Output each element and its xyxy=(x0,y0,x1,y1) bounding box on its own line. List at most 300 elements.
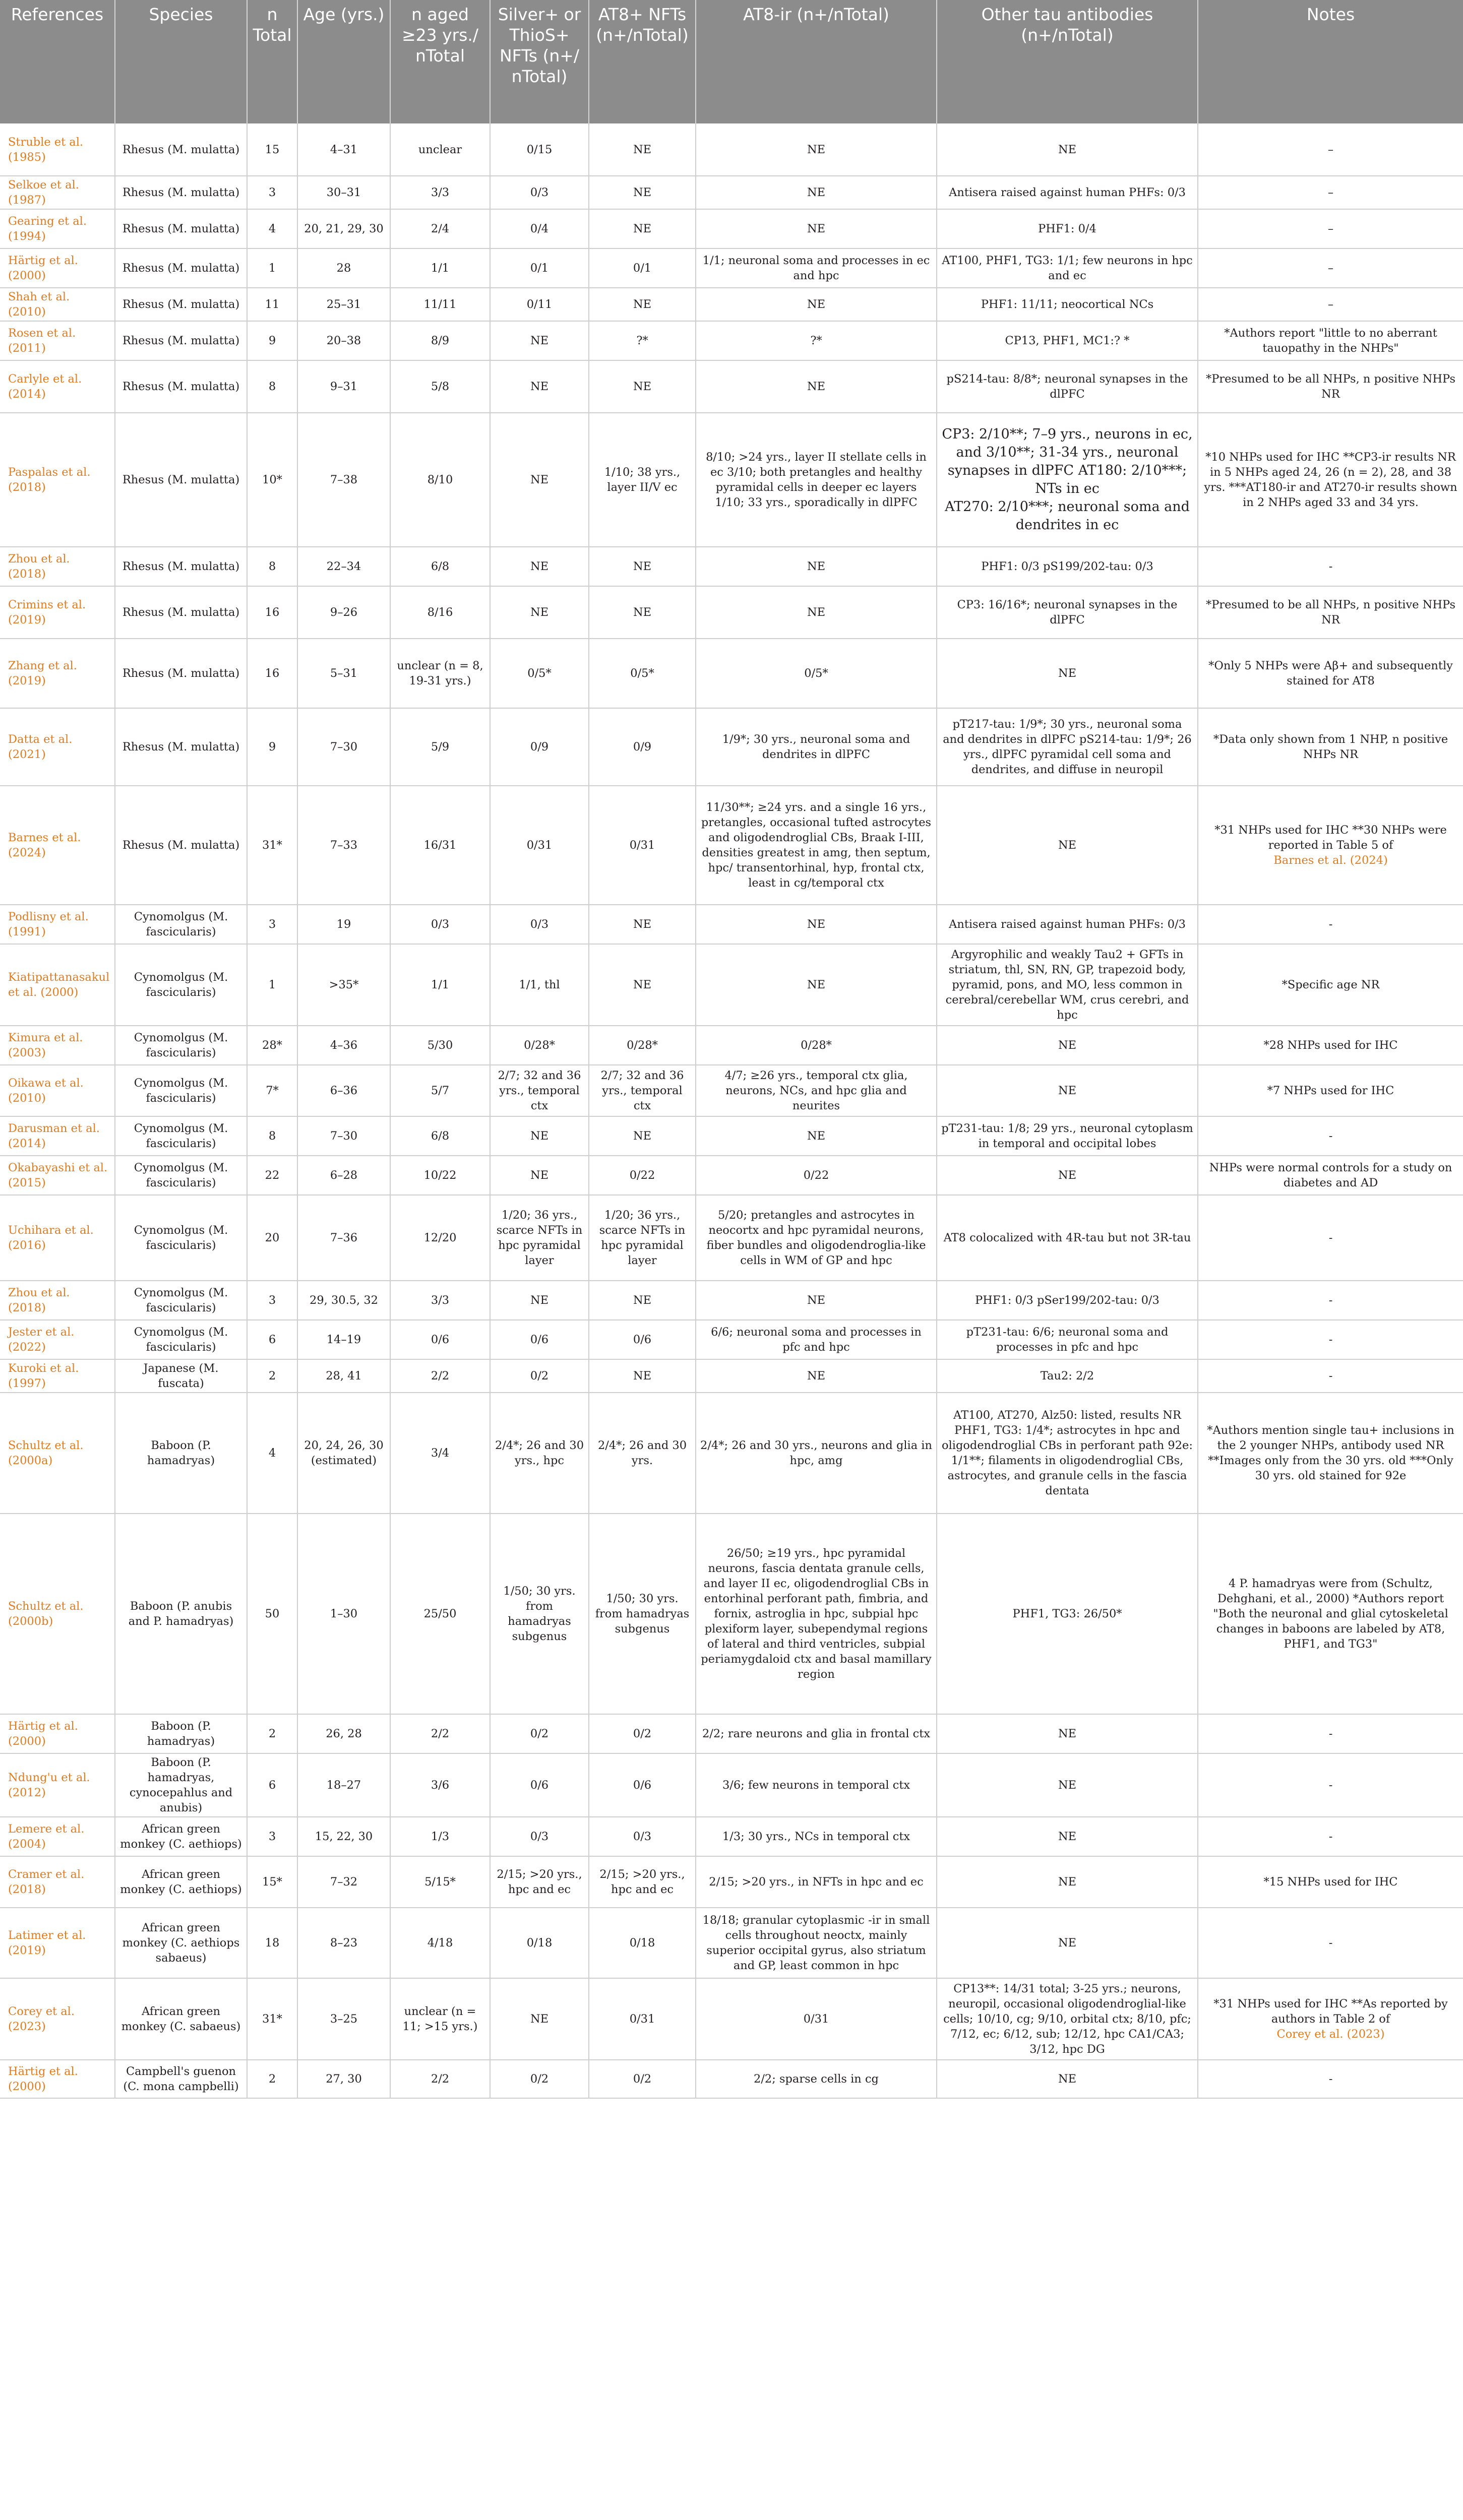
notes-citation-link[interactable]: Barnes et al. (2024) xyxy=(1273,854,1388,867)
cell-n-total xyxy=(247,288,297,321)
cell-notes-text: – xyxy=(1327,186,1334,199)
cell-species xyxy=(115,1817,247,1856)
cell-n-aged-text: 1/3 xyxy=(431,1830,450,1843)
cell-at8-nfts xyxy=(589,176,696,209)
cell-at8-ir xyxy=(696,1714,937,1753)
cell-at8-ir-text: NE xyxy=(807,186,826,199)
cell-notes xyxy=(1198,905,1463,944)
cell-notes xyxy=(1198,944,1463,1026)
cell-n-total-text: 18 xyxy=(265,1936,280,1949)
cell-at8-ir-text: NE xyxy=(807,560,826,573)
cell-reference[interactable] xyxy=(0,1714,115,1753)
cell-n-total-text: 1 xyxy=(268,262,276,275)
cell-silver xyxy=(490,176,589,209)
cell-notes xyxy=(1198,413,1463,547)
cell-notes-text: *Only 5 NHPs were Aβ+ and subsequently stained for AT8 xyxy=(1208,659,1453,687)
cell-species xyxy=(115,547,247,586)
cell-other-tau-text: NE xyxy=(1058,1830,1077,1843)
table-row xyxy=(0,1026,1463,1065)
cell-age xyxy=(297,1714,390,1753)
cell-species xyxy=(115,944,247,1026)
cell-age-text: 9–26 xyxy=(330,606,358,619)
cell-n-aged xyxy=(390,176,490,209)
cell-species xyxy=(115,1856,247,1908)
cell-age xyxy=(297,639,390,708)
cell-at8-ir xyxy=(696,1393,937,1514)
cell-age-text: 6–28 xyxy=(330,1169,358,1182)
col-header-references: References xyxy=(0,0,115,123)
cell-species xyxy=(115,2060,247,2098)
cell-other-tau xyxy=(937,321,1198,360)
cell-n-total-text: 31* xyxy=(262,839,282,852)
cell-other-tau xyxy=(937,288,1198,321)
cell-n-total-text: 31* xyxy=(262,2012,282,2026)
cell-species-text: Rhesus (M. mulatta) xyxy=(122,380,240,393)
cell-species-text: Cynomolgus (M. fascicularis) xyxy=(134,1031,228,1059)
cell-other-tau xyxy=(937,1856,1198,1908)
cell-at8-nfts-text: NE xyxy=(633,560,652,573)
cell-other-tau xyxy=(937,1753,1198,1817)
cell-notes-text: *Presumed to be all NHPs, n positive NHPs NR xyxy=(1205,598,1456,626)
cell-notes xyxy=(1198,176,1463,209)
cell-age-text: 8–23 xyxy=(330,1936,358,1949)
cell-notes-text: - xyxy=(1328,1231,1333,1244)
cell-silver xyxy=(490,123,589,176)
cell-reference[interactable] xyxy=(0,1065,115,1116)
cell-n-total-text: 1 xyxy=(268,978,276,991)
cell-at8-ir xyxy=(696,905,937,944)
cell-species-text: Rhesus (M. mulatta) xyxy=(122,667,240,680)
cell-species-text: Cynomolgus (M. fascicularis) xyxy=(134,1077,228,1105)
cell-silver xyxy=(490,1817,589,1856)
cell-reference[interactable] xyxy=(0,1116,115,1156)
cell-at8-nfts xyxy=(589,1714,696,1753)
cell-age xyxy=(297,288,390,321)
cell-notes xyxy=(1198,288,1463,321)
cell-reference-text: Crimins et al. (2019) xyxy=(8,598,86,626)
cell-species-text: Rhesus (M. mulatta) xyxy=(122,560,240,573)
cell-n-total xyxy=(247,905,297,944)
cell-at8-ir xyxy=(696,1856,937,1908)
cell-age-text: 28, 41 xyxy=(326,1369,362,1382)
cell-reference[interactable] xyxy=(0,1359,115,1393)
col-header-species: Species xyxy=(115,0,247,123)
cell-at8-nfts xyxy=(589,1908,696,1978)
cell-age xyxy=(297,413,390,547)
cell-n-total xyxy=(247,1065,297,1116)
cell-notes xyxy=(1198,1281,1463,1320)
cell-n-total-text: 8 xyxy=(268,1129,276,1143)
cell-silver xyxy=(490,1116,589,1156)
cell-at8-nfts xyxy=(589,1320,696,1359)
cell-n-aged xyxy=(390,708,490,786)
cell-n-total-text: 11 xyxy=(265,298,280,311)
cell-reference-text: Schultz et al. (2000a) xyxy=(8,1439,84,1467)
cell-n-aged-text: 3/6 xyxy=(431,1779,450,1792)
cell-at8-nfts xyxy=(589,1856,696,1908)
cell-reference[interactable] xyxy=(0,1281,115,1320)
cell-reference[interactable] xyxy=(0,1393,115,1514)
cell-species xyxy=(115,639,247,708)
cell-n-aged xyxy=(390,1359,490,1393)
cell-n-total xyxy=(247,1753,297,1817)
cell-n-total-text: 50 xyxy=(265,1607,280,1620)
cell-notes xyxy=(1198,360,1463,413)
cell-species-text: Rhesus (M. mulatta) xyxy=(122,222,240,235)
cell-n-aged-text: 1/1 xyxy=(431,978,450,991)
cell-n-aged xyxy=(390,123,490,176)
cell-age-text: 7–30 xyxy=(330,740,358,753)
cell-at8-ir-text: NE xyxy=(807,1129,826,1143)
cell-other-tau-text: Antisera raised against human PHFs: 0/3 xyxy=(949,186,1186,199)
cell-other-tau xyxy=(937,708,1198,786)
cell-silver xyxy=(490,1156,589,1195)
cell-reference-text: Zhou et al. (2018) xyxy=(8,552,70,581)
cell-age xyxy=(297,1320,390,1359)
cell-age xyxy=(297,1856,390,1908)
cell-other-tau xyxy=(937,1065,1198,1116)
cell-n-total-text: 2 xyxy=(268,2072,276,2086)
cell-at8-nfts xyxy=(589,321,696,360)
cell-age xyxy=(297,1908,390,1978)
cell-other-tau-text: NE xyxy=(1058,1936,1077,1949)
cell-other-tau-text: PHF1: 0/3 pS199/202-tau: 0/3 xyxy=(981,560,1153,573)
cell-n-total xyxy=(247,176,297,209)
table-row xyxy=(0,1817,1463,1856)
cell-other-tau xyxy=(937,639,1198,708)
cell-reference[interactable] xyxy=(0,248,115,288)
cell-notes-text: - xyxy=(1328,918,1333,931)
table-row xyxy=(0,1359,1463,1393)
cell-n-total-text: 8 xyxy=(268,380,276,393)
cell-species-text: Rhesus (M. mulatta) xyxy=(122,740,240,753)
cell-other-tau-text: PHF1: 11/11; neocortical NCs xyxy=(981,298,1154,311)
cell-age-text: >35* xyxy=(329,978,359,991)
cell-reference[interactable] xyxy=(0,321,115,360)
cell-at8-nfts-text: ?* xyxy=(636,334,648,347)
cell-n-aged-text: 4/18 xyxy=(427,1936,453,1949)
cell-silver-text: 1/50; 30 yrs. from hamadryas subgenus xyxy=(503,1585,576,1643)
cell-silver-text: 0/2 xyxy=(530,1727,549,1740)
cell-age xyxy=(297,1156,390,1195)
cell-reference[interactable] xyxy=(0,1908,115,1978)
cell-silver-text: 2/15; >20 yrs., hpc and ec xyxy=(497,1868,582,1896)
cell-reference-text: Datta et al. (2021) xyxy=(8,733,73,761)
cell-n-aged xyxy=(390,586,490,639)
cell-species xyxy=(115,360,247,413)
cell-other-tau xyxy=(937,360,1198,413)
cell-n-aged-text: 5/30 xyxy=(427,1039,453,1052)
cell-silver-text: NE xyxy=(530,380,549,393)
cell-notes-text: *31 NHPs used for IHC **30 NHPs were reported in Table 5 of xyxy=(1214,824,1447,852)
cell-at8-ir xyxy=(696,1320,937,1359)
cell-notes xyxy=(1198,708,1463,786)
cell-n-aged-text: 1/1 xyxy=(431,262,450,275)
cell-n-aged-text: unclear xyxy=(418,143,462,156)
cell-n-aged xyxy=(390,248,490,288)
cell-n-total xyxy=(247,1714,297,1753)
cell-notes-text: - xyxy=(1328,1936,1333,1949)
cell-reference-text: Oikawa et al. (2010) xyxy=(8,1077,84,1105)
cell-species-text: African green monkey (C. sabaeus) xyxy=(121,2005,241,2033)
cell-at8-nfts-text: 2/15; >20 yrs., hpc and ec xyxy=(599,1868,685,1896)
cell-silver-text: 0/1 xyxy=(530,262,549,275)
cell-n-total-text: 3 xyxy=(268,1830,276,1843)
cell-other-tau-text: NE xyxy=(1058,1084,1077,1097)
cell-reference[interactable] xyxy=(0,1514,115,1714)
cell-n-aged-text: 6/8 xyxy=(431,560,450,573)
cell-notes-text: - xyxy=(1328,1727,1333,1740)
cell-reference[interactable] xyxy=(0,639,115,708)
cell-n-total-text: 16 xyxy=(265,606,280,619)
cell-silver xyxy=(490,547,589,586)
cell-reference[interactable] xyxy=(0,123,115,176)
cell-age-text: 7–36 xyxy=(330,1231,358,1244)
cell-other-tau xyxy=(937,944,1198,1026)
cell-other-tau xyxy=(937,1281,1198,1320)
cell-reference[interactable] xyxy=(0,586,115,639)
cell-at8-ir-text: 2/2; rare neurons and glia in frontal ctx xyxy=(702,1727,931,1740)
table-row xyxy=(0,1195,1463,1281)
cell-species-text: Cynomolgus (M. fascicularis) xyxy=(134,971,228,999)
cell-silver-text: 0/18 xyxy=(526,1936,553,1949)
cell-age xyxy=(297,1026,390,1065)
cell-reference[interactable] xyxy=(0,2060,115,2098)
cell-silver-text: 1/1, thl xyxy=(519,978,560,991)
table-row xyxy=(0,1393,1463,1514)
cell-reference[interactable] xyxy=(0,1156,115,1195)
cell-species xyxy=(115,248,247,288)
cell-n-total-text: 6 xyxy=(268,1333,276,1346)
cell-age xyxy=(297,1978,390,2060)
cell-notes-text: - xyxy=(1328,1369,1333,1382)
cell-reference[interactable] xyxy=(0,1817,115,1856)
table-row xyxy=(0,413,1463,547)
table-row xyxy=(0,1116,1463,1156)
cell-silver xyxy=(490,786,589,905)
col-header-n-aged: n aged ≥23 yrs./ nTotal xyxy=(390,0,490,123)
cell-age-text: 9–31 xyxy=(330,380,358,393)
cell-reference[interactable] xyxy=(0,1320,115,1359)
cell-reference[interactable] xyxy=(0,413,115,547)
cell-n-total-text: 16 xyxy=(265,667,280,680)
cell-at8-nfts xyxy=(589,786,696,905)
cell-notes-text: - xyxy=(1328,1333,1333,1346)
cell-notes xyxy=(1198,1978,1463,2060)
cell-other-tau-text: AT100, PHF1, TG3: 1/1; few neurons in hpc and ec xyxy=(942,254,1193,282)
col-header-n-total: n Total xyxy=(247,0,297,123)
cell-notes-text: - xyxy=(1328,2072,1333,2086)
cell-reference[interactable] xyxy=(0,1856,115,1908)
cell-species xyxy=(115,708,247,786)
cell-other-tau-text: NE xyxy=(1058,2072,1077,2086)
cell-at8-ir-text: 0/5* xyxy=(804,667,828,680)
cell-at8-nfts-text: 0/3 xyxy=(633,1830,652,1843)
cell-age xyxy=(297,360,390,413)
cell-other-tau xyxy=(937,209,1198,248)
cell-at8-nfts-text: 0/22 xyxy=(629,1169,655,1182)
cell-at8-nfts xyxy=(589,1156,696,1195)
cell-reference[interactable] xyxy=(0,1026,115,1065)
cell-age-text: 5–31 xyxy=(330,667,358,680)
cell-age-text: 6–36 xyxy=(330,1084,358,1097)
cell-reference-text: Zhang et al. (2019) xyxy=(8,659,77,687)
cell-notes-text: *15 NHPs used for IHC xyxy=(1263,1875,1398,1888)
cell-at8-ir-text: 1/1; neuronal soma and processes in ec and hpc xyxy=(702,254,930,282)
cell-n-aged xyxy=(390,288,490,321)
cell-reference[interactable] xyxy=(0,905,115,944)
cell-silver-text: NE xyxy=(530,1169,549,1182)
cell-reference[interactable] xyxy=(0,786,115,905)
cell-reference[interactable] xyxy=(0,1753,115,1817)
cell-species-text: Baboon (P. hamadryas) xyxy=(147,1720,215,1748)
cell-reference[interactable] xyxy=(0,360,115,413)
cell-age xyxy=(297,2060,390,2098)
cell-at8-ir xyxy=(696,1514,937,1714)
cell-notes-text: *31 NHPs used for IHC **As reported by authors in Table 2 of xyxy=(1213,1997,1448,2026)
cell-at8-nfts-text: 0/28* xyxy=(627,1039,658,1052)
cell-reference[interactable] xyxy=(0,1195,115,1281)
cell-notes-text: *Specific age NR xyxy=(1282,978,1380,991)
cell-other-tau xyxy=(937,905,1198,944)
cell-at8-ir xyxy=(696,1156,937,1195)
cell-silver-text: 0/3 xyxy=(530,918,549,931)
cell-reference-text: Carlyle et al. (2014) xyxy=(8,372,82,401)
cell-at8-ir-text: 1/3; 30 yrs., NCs in temporal ctx xyxy=(722,1830,910,1843)
cell-other-tau-text: Tau2: 2/2 xyxy=(1040,1369,1094,1382)
cell-reference[interactable] xyxy=(0,176,115,209)
cell-reference-text: Cramer et al. (2018) xyxy=(8,1868,85,1896)
cell-n-total-text: 22 xyxy=(265,1169,280,1182)
cell-reference[interactable] xyxy=(0,288,115,321)
cell-age-text: 27, 30 xyxy=(326,2072,362,2086)
cell-reference-text: Ndung'u et al. (2012) xyxy=(8,1771,90,1799)
cell-species xyxy=(115,321,247,360)
cell-reference-text: Zhou et al. (2018) xyxy=(8,1286,70,1314)
cell-age xyxy=(297,321,390,360)
cell-reference[interactable] xyxy=(0,209,115,248)
cell-other-tau xyxy=(937,1393,1198,1514)
cell-reference[interactable] xyxy=(0,1978,115,2060)
cell-age-text: 3–25 xyxy=(330,2012,358,2026)
cell-silver xyxy=(490,360,589,413)
cell-n-total-text: 4 xyxy=(268,222,276,235)
cell-silver-text: NE xyxy=(530,606,549,619)
cell-notes-text: - xyxy=(1328,560,1333,573)
cell-other-tau-text: PHF1, TG3: 26/50* xyxy=(1012,1607,1122,1620)
cell-age xyxy=(297,905,390,944)
cell-other-tau xyxy=(937,176,1198,209)
cell-silver xyxy=(490,1359,589,1393)
cell-notes xyxy=(1198,1714,1463,1753)
cell-silver-text: 0/28* xyxy=(524,1039,555,1052)
cell-silver xyxy=(490,1026,589,1065)
cell-reference-text: Härtig et al. (2000) xyxy=(8,254,78,282)
table-row xyxy=(0,248,1463,288)
cell-n-aged-text: 25/50 xyxy=(423,1607,457,1620)
cell-n-aged-text: 3/3 xyxy=(431,1294,450,1307)
cell-silver xyxy=(490,2060,589,2098)
cell-notes-text: – xyxy=(1327,143,1334,156)
cell-n-aged-text: 8/9 xyxy=(431,334,450,347)
cell-reference-text: Selkoe et al. (1987) xyxy=(8,178,79,207)
cell-notes xyxy=(1198,639,1463,708)
cell-species xyxy=(115,1714,247,1753)
cell-at8-ir-text: NE xyxy=(807,380,826,393)
cell-notes-text: *Authors mention single tau+ inclusions in the 2 younger NHPs, antibody used NR **Images only from the 30 yrs. old ***Only 30 yrs. old stained for 92e xyxy=(1207,1424,1454,1482)
cell-age xyxy=(297,1281,390,1320)
cell-silver xyxy=(490,1908,589,1978)
cell-at8-ir-text: ?* xyxy=(810,334,822,347)
cell-other-tau-text: CP13, PHF1, MC1:? * xyxy=(1005,334,1130,347)
cell-reference[interactable] xyxy=(0,944,115,1026)
cell-reference[interactable] xyxy=(0,708,115,786)
cell-n-aged-text: 16/31 xyxy=(423,839,457,852)
cell-at8-ir-text: 8/10; >24 yrs., layer II stellate cells in ec 3/10; both pretangles and healthy pyramidal cells in deeper ec layers 1/10; 33 yrs., sporadically in dlPFC xyxy=(706,451,927,509)
cell-species xyxy=(115,586,247,639)
cell-at8-ir xyxy=(696,1908,937,1978)
cell-n-aged xyxy=(390,1116,490,1156)
cell-silver xyxy=(490,1978,589,2060)
cell-n-total-text: 28* xyxy=(262,1039,282,1052)
cell-n-aged-text: unclear (n = 11; >15 yrs.) xyxy=(402,2005,478,2033)
cell-at8-ir-text: NE xyxy=(807,143,826,156)
cell-reference-text: Lemere et al. (2004) xyxy=(8,1822,85,1851)
cell-n-aged xyxy=(390,944,490,1026)
cell-at8-nfts-text: 0/31 xyxy=(629,839,655,852)
cell-n-total xyxy=(247,1908,297,1978)
cell-reference-text: Kiatipattanasakul et al. (2000) xyxy=(8,971,110,999)
cell-at8-ir-text: 6/6; neuronal soma and processes in pfc and hpc xyxy=(711,1326,922,1354)
cell-at8-nfts-text: NE xyxy=(633,380,652,393)
cell-at8-ir-text: NE xyxy=(807,222,826,235)
cell-species-text: African green monkey (C. aethiops) xyxy=(120,1822,242,1851)
cell-n-aged xyxy=(390,1514,490,1714)
cell-n-aged-text: 5/8 xyxy=(431,380,450,393)
cell-at8-ir-text: 18/18; granular cytoplasmic -ir in small cells throughout neoctx, mainly superior occipital gyrus, also striatum and GP, least common in hpc xyxy=(702,1914,930,1972)
table-row xyxy=(0,176,1463,209)
cell-n-total xyxy=(247,1856,297,1908)
cell-at8-nfts xyxy=(589,209,696,248)
cell-other-tau xyxy=(937,248,1198,288)
cell-at8-ir-text: NE xyxy=(807,918,826,931)
cell-species xyxy=(115,176,247,209)
cell-silver xyxy=(490,944,589,1026)
cell-other-tau xyxy=(937,413,1198,547)
cell-at8-nfts xyxy=(589,288,696,321)
cell-at8-nfts-text: NE xyxy=(633,606,652,619)
cell-silver-text: NE xyxy=(530,1129,549,1143)
cell-at8-ir xyxy=(696,547,937,586)
cell-at8-nfts xyxy=(589,708,696,786)
cell-reference-text: Härtig et al. (2000) xyxy=(8,2065,78,2093)
cell-reference-text: Paspalas et al. (2018) xyxy=(8,466,91,494)
col-header-at8-ir: AT8-ir (n+/nTotal) xyxy=(696,0,937,123)
cell-age xyxy=(297,123,390,176)
cell-at8-ir xyxy=(696,209,937,248)
cell-notes xyxy=(1198,1320,1463,1359)
cell-at8-nfts-text: 0/31 xyxy=(629,2012,655,2026)
cell-n-total xyxy=(247,1978,297,2060)
cell-species xyxy=(115,413,247,547)
cell-other-tau-text: CP3: 2/10**; 7–9 yrs., neurons in ec, and 3/10**; 31-34 yrs., neuronal synapses in dlPFC AT180: 2/10***; NTs in ec xyxy=(942,426,1193,496)
cell-other-tau xyxy=(937,1714,1198,1753)
cell-silver xyxy=(490,1753,589,1817)
notes-citation-link[interactable]: Corey et al. (2023) xyxy=(1276,2028,1385,2041)
cell-notes xyxy=(1198,1514,1463,1714)
cell-reference[interactable] xyxy=(0,547,115,586)
cell-age-text: 4–31 xyxy=(330,143,358,156)
